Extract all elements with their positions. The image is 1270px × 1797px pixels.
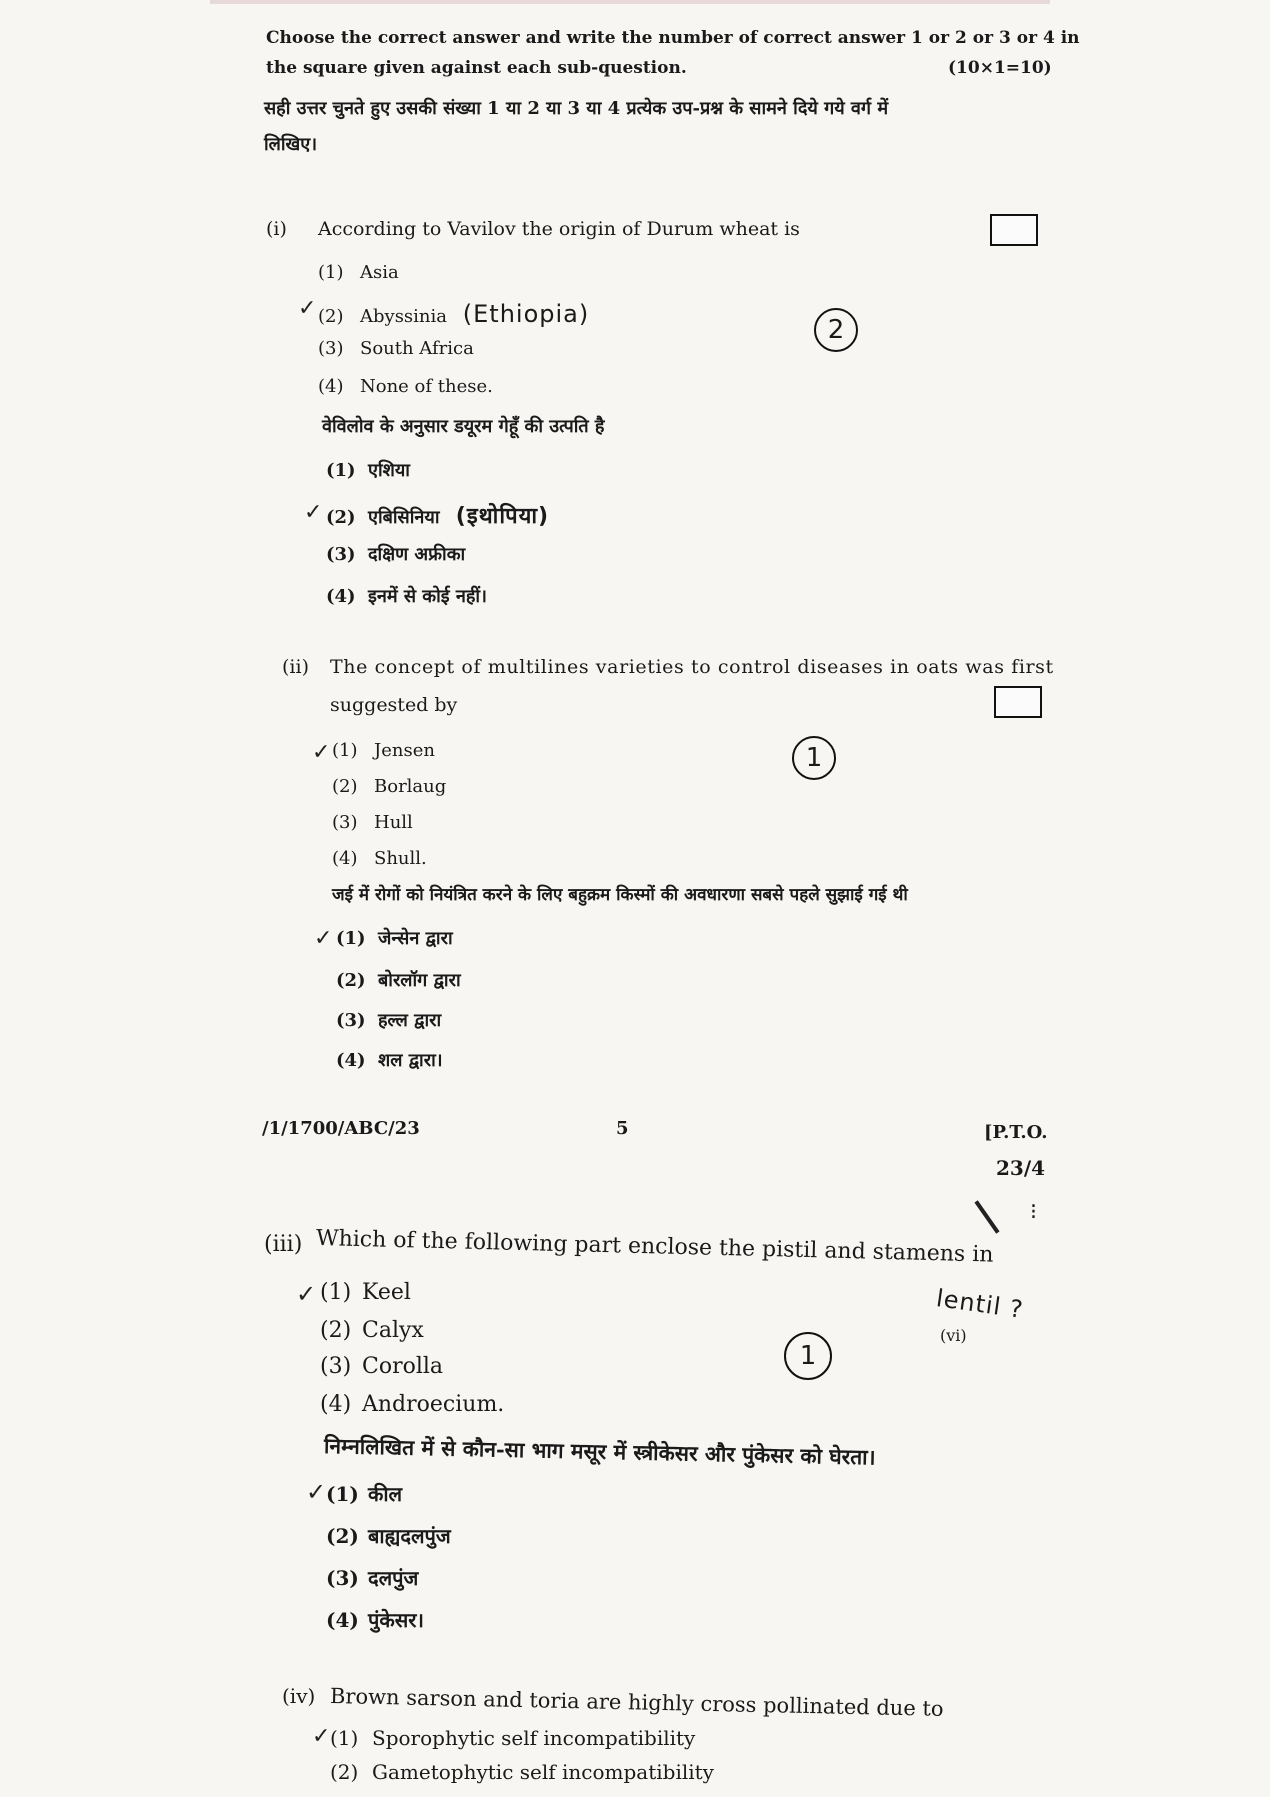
option: (1) Keel [320, 1280, 411, 1305]
option: (4) Shull. [332, 848, 427, 869]
option-hindi: (3) दक्षिण अफ्रीका [326, 544, 466, 565]
option: (3) South Africa [318, 338, 474, 359]
option: (4) Androecium. [320, 1392, 505, 1417]
question-number: (i) [266, 218, 287, 240]
question-text-line2: suggested by [330, 694, 458, 716]
tick-mark-icon: ✓ [312, 1724, 331, 1749]
marks-label: (10×1=10) [948, 58, 1052, 78]
option-hindi: (1) जेन्सेन द्वारा [336, 928, 453, 949]
handwritten-note: (Ethiopia) [462, 300, 590, 328]
option: (2) Abyssinia (Ethiopia) [318, 300, 590, 328]
tick-mark-icon: ✓ [312, 740, 331, 765]
question-number: (ii) [282, 656, 309, 678]
circled-answer: 2 [814, 308, 858, 352]
question-text-hindi: जई में रोगों को नियंत्रित करने के लिए बहुक्रम किस्मों की अवधारणा सबसे पहले सुझाई गई थी [332, 885, 908, 905]
tick-mark-icon: ✓ [296, 1280, 317, 1308]
option-hindi: (3) हल्ल द्वारा [336, 1010, 442, 1031]
tick-mark-icon: ✓ [314, 926, 333, 951]
question-text-hindi: वेविलोव के अनुसार डयूरम गेहूँ की उत्पति है [322, 416, 605, 437]
option-hindi: (4) इनमें से कोई नहीं। [326, 586, 487, 607]
answer-box[interactable] [990, 214, 1038, 246]
option-hindi: (3) दलपुंज [326, 1566, 419, 1590]
scan-edge [210, 0, 1050, 4]
question-text: Which of the following part enclose the pistil and stamens in [315, 1226, 994, 1268]
option: (1) Jensen [332, 740, 435, 761]
option-hindi: (2) एबिसिनिया (इथोपिया) [326, 504, 550, 529]
question-number: (iv) [282, 1684, 316, 1708]
option-hindi: (4) शल द्वारा। [336, 1050, 443, 1071]
option: (1) Asia [318, 262, 399, 283]
question-text: Brown sarson and toria are highly cross pollinated due to [329, 1684, 944, 1721]
margin-note: (vi) [940, 1326, 967, 1345]
circled-answer: 1 [792, 736, 836, 780]
option-hindi: (1) एशिया [326, 460, 410, 481]
option: (2) Gametophytic self incompatibility [330, 1760, 714, 1784]
tick-mark-icon: ✓ [306, 1478, 327, 1506]
tick-mark-icon: ✓ [298, 296, 317, 321]
option: (3) Hull [332, 812, 413, 833]
margin-mark-icon: ⁝ [1030, 1200, 1037, 1225]
option-hindi: (1) कील [326, 1482, 403, 1506]
option-hindi: (4) पुंकेसर। [326, 1608, 424, 1632]
page-number: 5 [616, 1118, 629, 1139]
pto-label: [P.T.O. [984, 1122, 1048, 1143]
tick-mark-icon: ✓ [304, 500, 323, 525]
question-number: (iii) [264, 1232, 303, 1257]
handwritten-note: (इथोपिया) [455, 504, 550, 529]
option: (4) None of these. [318, 376, 493, 397]
instruction-hindi-line1: सही उत्तर चुनते हुए उसकी संख्या 1 या 2 या 3 या 4 प्रत्येक उप-प्रश्न के सामने दिये गये वर्ग में [264, 98, 889, 119]
question-text-line1: The concept of multilines varieties to control diseases in oats was first [330, 656, 1054, 678]
option-hindi: (2) बाह्यदलपुंज [326, 1524, 451, 1548]
instruction-english-line1: Choose the correct answer and write the number of correct answer 1 or 2 or 3 or 4 in [266, 28, 1080, 48]
option: (1) Sporophytic self incompatibility [330, 1726, 696, 1750]
answer-box[interactable] [994, 686, 1042, 718]
option: (2) Borlaug [332, 776, 447, 797]
question-text: According to Vavilov the origin of Durum wheat is [318, 218, 800, 240]
circled-answer: 1 [784, 1332, 832, 1380]
handwritten-note: lentil ? [934, 1284, 1026, 1324]
paper-code: /1/1700/ABC/23 [262, 1118, 420, 1139]
pen-stroke [974, 1200, 999, 1233]
instruction-english-line2: the square given against each sub-question. [266, 58, 687, 78]
option: (3) Corolla [320, 1354, 444, 1379]
question-text-hindi: निम्नलिखित में से कौन-सा भाग मसूर में स्त्रीकेसर और पुंकेसर को घेरता। [323, 1433, 876, 1470]
option-hindi: (2) बोरलॉग द्वारा [336, 970, 461, 991]
sheet-number: 23/4 [996, 1156, 1046, 1180]
instruction-hindi-line2: लिखिए। [264, 134, 318, 155]
option: (2) Calyx [320, 1318, 424, 1343]
